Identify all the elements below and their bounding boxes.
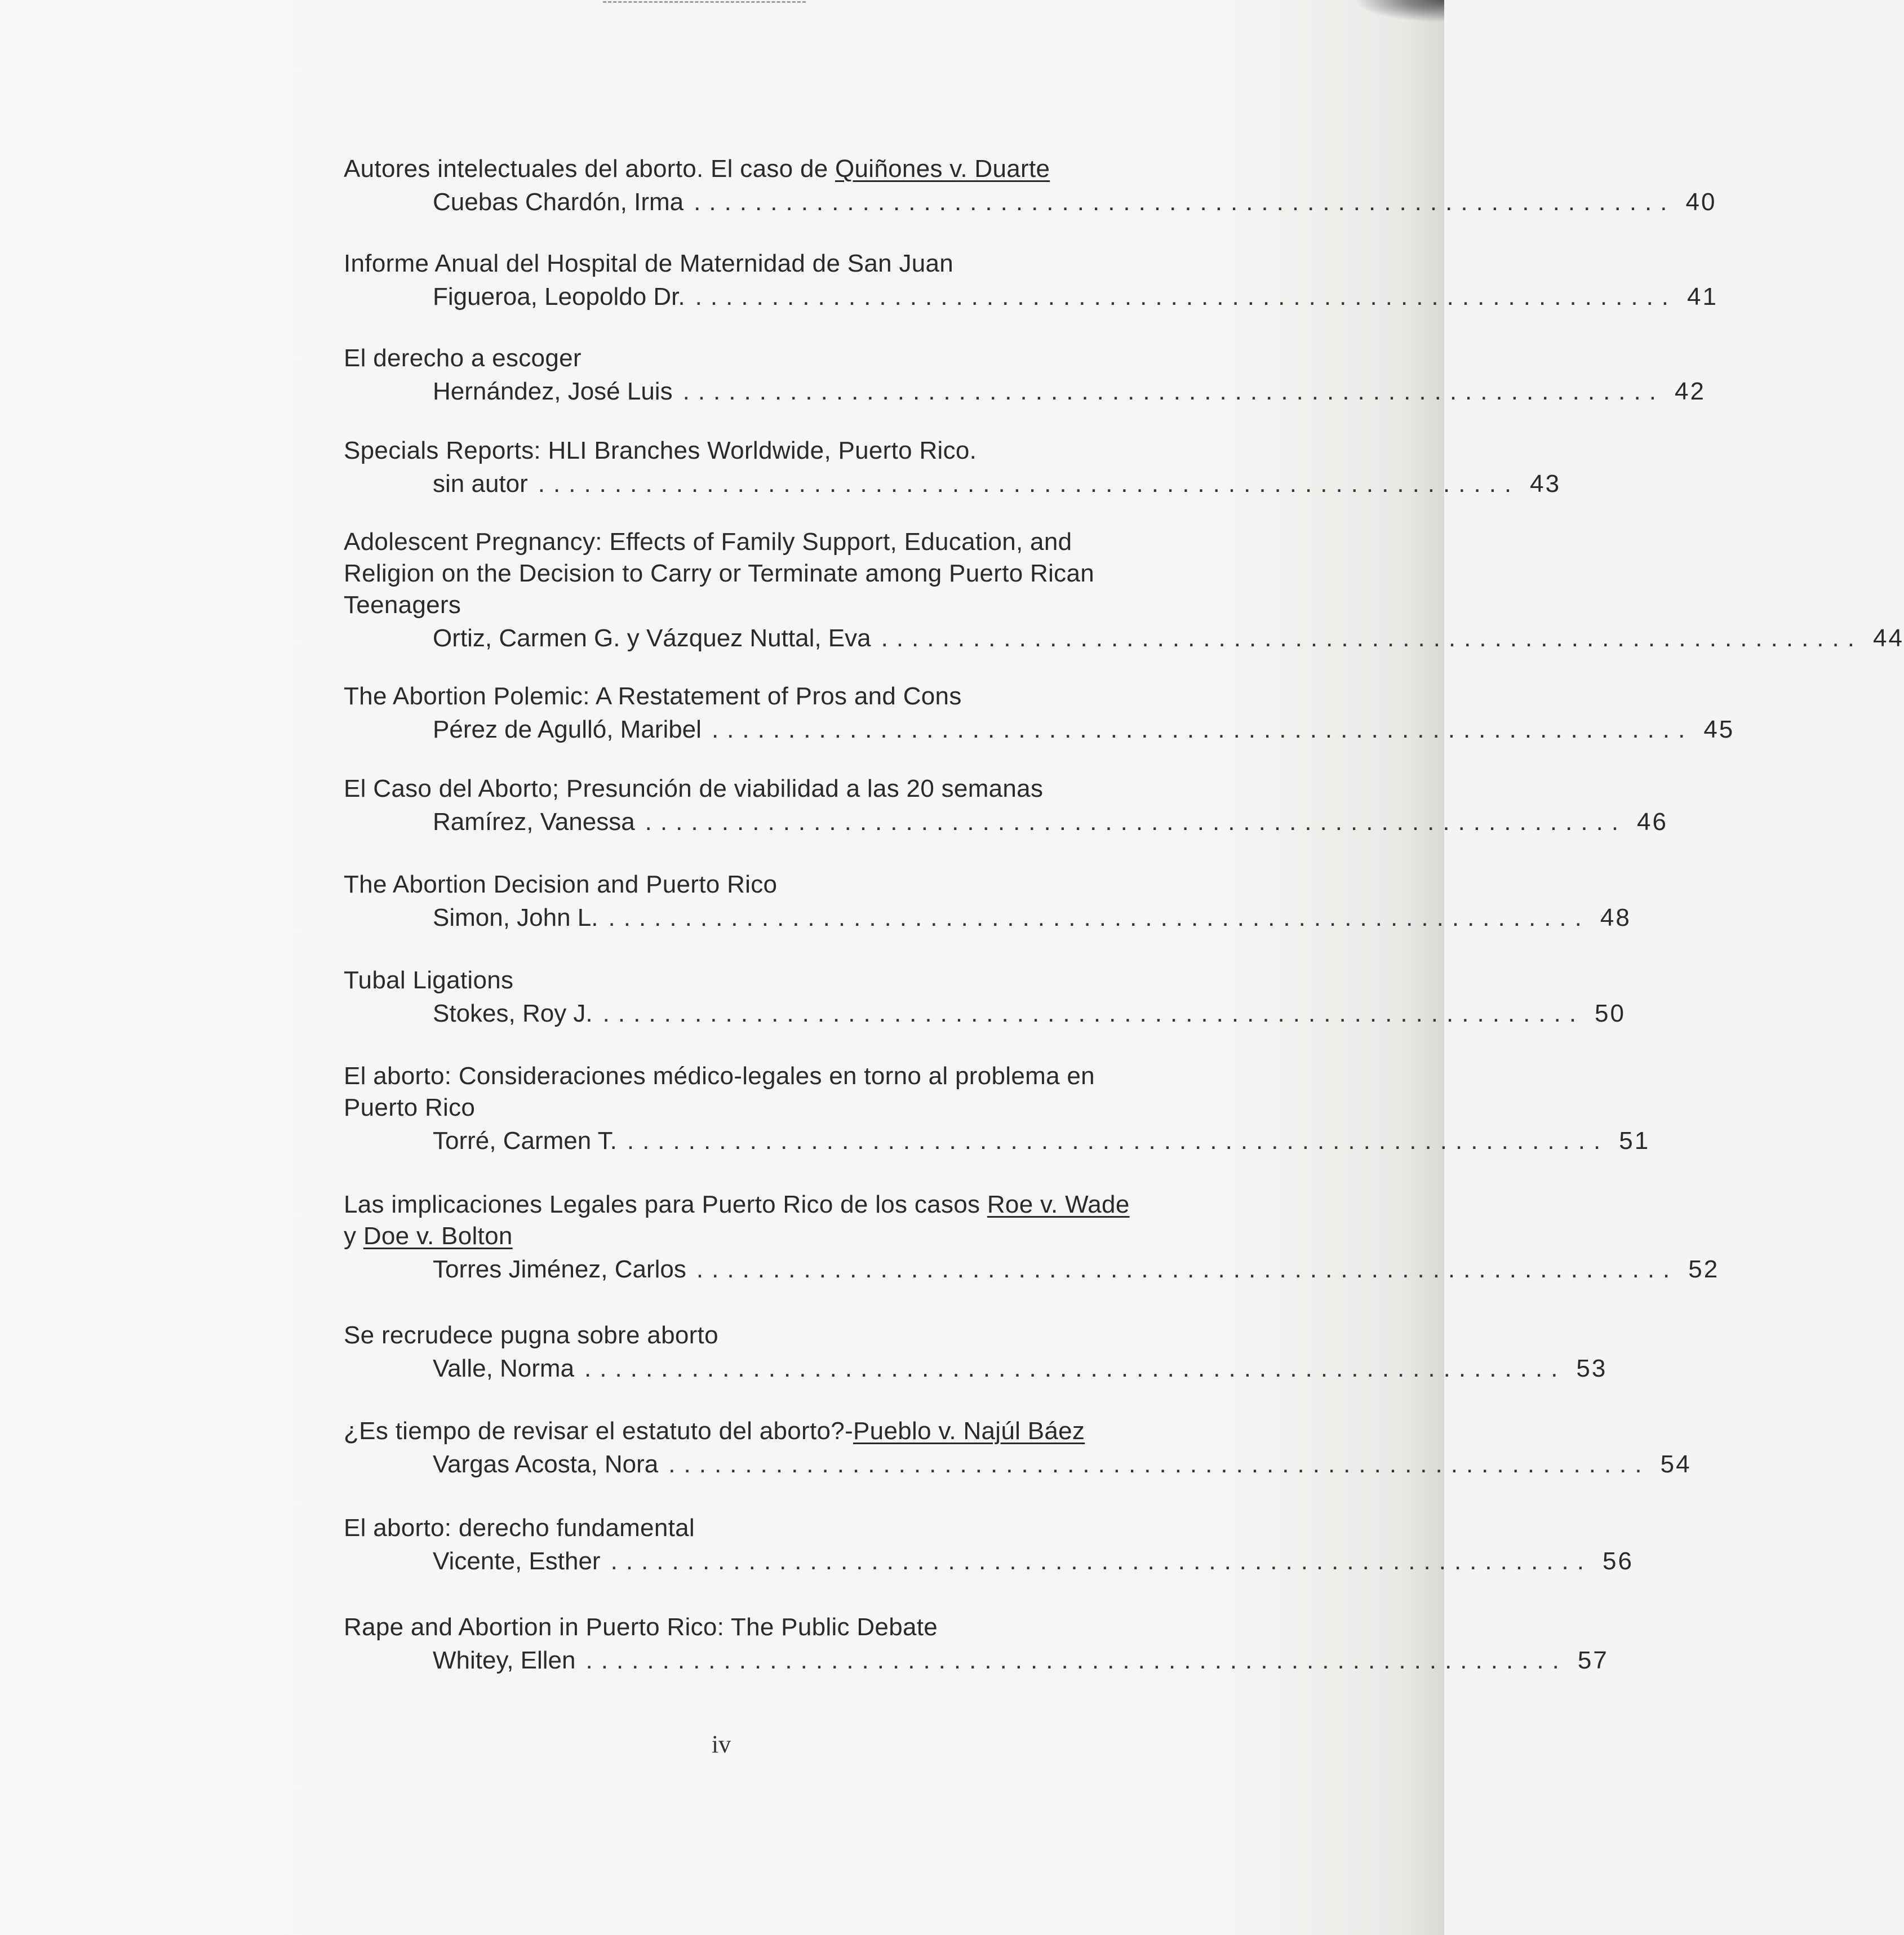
entry-page-number: 53 — [1576, 1355, 1608, 1382]
entry-author: Vicente, Esther — [433, 1547, 601, 1575]
toc-entry — [344, 1060, 1650, 1159]
entry-author-row — [344, 374, 1706, 409]
toc-entry — [344, 681, 1735, 747]
entry-author-row — [344, 900, 1631, 935]
entry-title: Rape and Abortion in Puerto Rico: The Public Debate — [344, 1613, 938, 1641]
toc-entry — [344, 773, 1668, 840]
dot-leader: ................................................................ — [696, 1255, 1679, 1283]
toc-entry — [344, 1189, 1720, 1287]
dot-leader: ................................................................ — [610, 1547, 1592, 1575]
dot-leader: ................................................................ — [585, 1646, 1568, 1674]
entry-author: Simon, John L. — [433, 904, 598, 931]
entry-title: El derecho a escoger — [344, 344, 582, 372]
entry-page-number: 46 — [1637, 808, 1668, 836]
entry-title-line: y Doe v. Bolton — [344, 1222, 513, 1250]
dot-leader: ................................................................ — [608, 904, 1590, 931]
entry-author: Stokes, Roy J. — [433, 1000, 593, 1027]
entry-author: Valle, Norma — [433, 1355, 575, 1382]
case-name: Pueblo v. Najúl Báez — [853, 1417, 1085, 1445]
toc-entry — [344, 1612, 1609, 1678]
toc-entry — [344, 965, 1626, 1031]
entry-title: El aborto: derecho fundamental — [344, 1514, 695, 1542]
entry-page-number: 56 — [1602, 1547, 1634, 1575]
entry-author-row — [344, 1351, 1608, 1386]
entry-author: Torres Jiménez, Carlos — [433, 1255, 686, 1283]
entry-title-line: Teenagers — [344, 591, 461, 619]
dot-leader: ................................................................ — [881, 624, 1863, 652]
entry-author: Pérez de Agulló, Maribel — [433, 716, 702, 743]
entry-page-number: 43 — [1530, 470, 1561, 498]
entry-page-number: 48 — [1600, 904, 1631, 931]
entry-title-line: El aborto: Consideraciones médico-legales en torno al problema en — [344, 1062, 1095, 1090]
entry-author-row — [344, 1544, 1634, 1579]
entry-title: Specials Reports: HLI Branches Worldwide, Puerto Rico. — [344, 437, 977, 464]
entry-title: The Abortion Decision and Puerto Rico — [344, 871, 778, 898]
entry-author-row — [344, 185, 1717, 220]
entry-author: Ortiz, Carmen G. y Vázquez Nuttal, Eva — [433, 624, 871, 652]
entry-page-number: 42 — [1674, 378, 1706, 405]
toc-entry — [344, 1415, 1692, 1482]
entry-page-number: 54 — [1660, 1450, 1692, 1478]
entry-author-row — [344, 1252, 1720, 1287]
dot-leader: ................................................................ — [695, 283, 1677, 310]
entry-page-number: 41 — [1687, 283, 1718, 310]
dot-leader: ................................................................ — [584, 1355, 1566, 1382]
entry-page-number: 40 — [1685, 188, 1717, 216]
page-corner-shadow — [1354, 0, 1444, 23]
entry-title-line: Las implicaciones Legales para Puerto Rico de los casos Roe v. Wade — [344, 1191, 1130, 1218]
toc-entry — [344, 869, 1631, 935]
toc-entry — [344, 1512, 1634, 1579]
entry-title: El Caso del Aborto; Presunción de viabilidad a las 20 semanas — [344, 775, 1044, 802]
toc-entry — [344, 248, 1718, 314]
dot-leader: ................................................................ — [668, 1450, 1650, 1478]
toc-entry — [344, 435, 1561, 501]
entry-title-line: Puerto Rico — [344, 1094, 476, 1121]
entry-author: sin autor — [433, 470, 528, 498]
entry-page-number: 45 — [1703, 716, 1735, 743]
toc-entry — [344, 526, 1904, 656]
entry-author: Whitey, Ellen — [433, 1646, 576, 1674]
entry-author: Ramírez, Vanessa — [433, 808, 635, 836]
entry-page-number: 51 — [1619, 1127, 1650, 1155]
entry-title-line: Religion on the Decision to Carry or Terminate among Puerto Rican — [344, 560, 1095, 587]
entry-title: Autores intelectuales del aborto. El caso de Quiñones v. Duarte — [344, 155, 1050, 183]
entry-title-line: Adolescent Pregnancy: Effects of Family Support, Education, and — [344, 528, 1072, 556]
entry-page-number: 52 — [1688, 1255, 1720, 1283]
case-name: Doe v. Bolton — [363, 1222, 513, 1250]
dot-leader: ................................................................ — [538, 470, 1520, 498]
entry-page-number: 50 — [1595, 1000, 1626, 1027]
entry-title: Informe Anual del Hospital de Maternidad de San Juan — [344, 250, 954, 277]
entry-page-number: 44 — [1872, 624, 1904, 652]
entry-author-row — [344, 621, 1904, 656]
top-edge-rule — [603, 1, 806, 5]
entry-author: Torré, Carmen T. — [433, 1127, 617, 1155]
entry-title: The Abortion Polemic: A Restatement of Pros and Cons — [344, 682, 962, 710]
entry-author-row — [344, 1643, 1609, 1678]
toc-entry — [344, 153, 1717, 220]
dot-leader: ................................................................ — [682, 378, 1665, 405]
toc-entry — [344, 343, 1706, 409]
entry-page-number: 57 — [1577, 1646, 1609, 1674]
case-name: Quiñones v. Duarte — [835, 155, 1050, 183]
entry-author-row — [344, 279, 1718, 314]
entry-author: Cuebas Chardón, Irma — [433, 188, 684, 216]
entry-title: Tubal Ligations — [344, 966, 514, 994]
entry-author: Vargas Acosta, Nora — [433, 1450, 659, 1478]
entry-author: Figueroa, Leopoldo Dr. — [433, 283, 685, 310]
dot-leader: ................................................................ — [627, 1127, 1609, 1155]
entry-author-row — [344, 1447, 1692, 1482]
page-folio: iv — [711, 1730, 731, 1758]
entry-title: Se recrudece pugna sobre aborto — [344, 1321, 718, 1349]
entry-author-row — [344, 467, 1561, 501]
entry-author-row — [344, 805, 1668, 840]
entry-title: ¿Es tiempo de revisar el estatuto del aborto?-Pueblo v. Najúl Báez — [344, 1417, 1085, 1445]
entry-author: Hernández, José Luis — [433, 378, 673, 405]
entry-author-row — [344, 1124, 1650, 1159]
case-name: Roe v. Wade — [987, 1191, 1130, 1218]
toc-entry — [344, 1320, 1608, 1386]
entry-author-row — [344, 996, 1626, 1031]
dot-leader: ................................................................ — [694, 188, 1676, 216]
dot-leader: ................................................................ — [711, 716, 1694, 743]
dot-leader: ................................................................ — [645, 808, 1627, 836]
dot-leader: ................................................................ — [602, 1000, 1585, 1027]
entry-author-row — [344, 712, 1735, 747]
